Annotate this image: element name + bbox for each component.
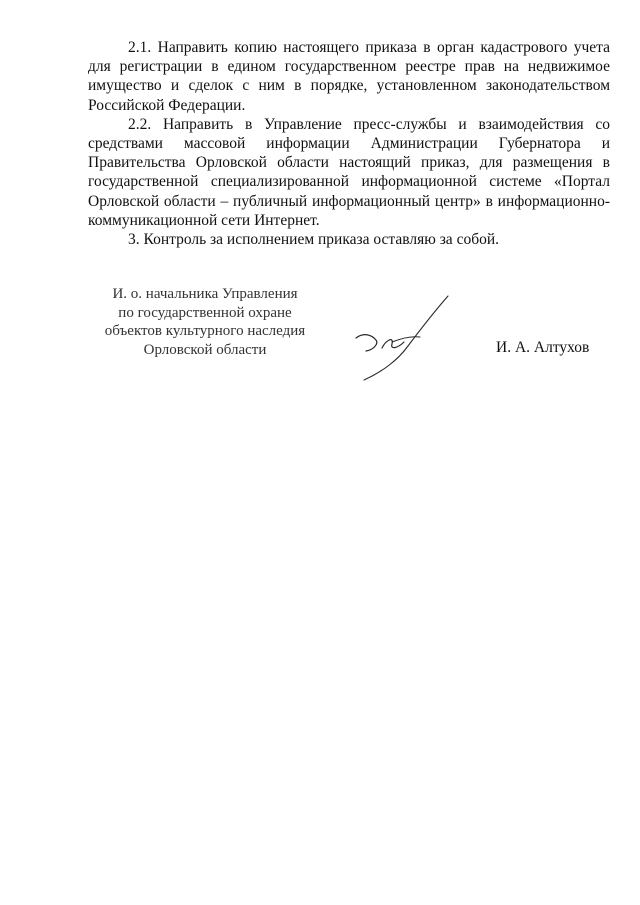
- position-line: по государственной охране: [118, 304, 292, 321]
- signatory-position: [82, 285, 328, 359]
- handwritten-signature: [342, 288, 462, 384]
- paragraph-2-1: 2.1. Направить копию настоящего приказа в орган кадастрового учета для регистрации в едином государственном реестре прав на недвижимое имущество и сделок с ним в порядке, установленном законодательством Российской Федерации.: [88, 39, 610, 114]
- paragraph-3: 3. Контроль за исполнением приказа оставляю за собой.: [128, 231, 500, 249]
- signer-name: И. А. Алтухов: [496, 339, 590, 356]
- paragraph-2-2: 2.2. Направить в Управление пресс-службы и взаимодействия со средствами массовой информации Администрации Губернатора и Правительства Орловской области настоящий приказ, для размещения в государственной специализированной информационной системе «Портал Орловской области – публичный информационный центр» в информационно-коммуникационной сети Интернет.: [88, 115, 610, 229]
- position-line: И. о. начальника Управления: [112, 286, 298, 302]
- position-line: объектов культурного наследия: [104, 323, 306, 340]
- position-line: Орловской области: [143, 341, 267, 358]
- document-body: [88, 38, 610, 249]
